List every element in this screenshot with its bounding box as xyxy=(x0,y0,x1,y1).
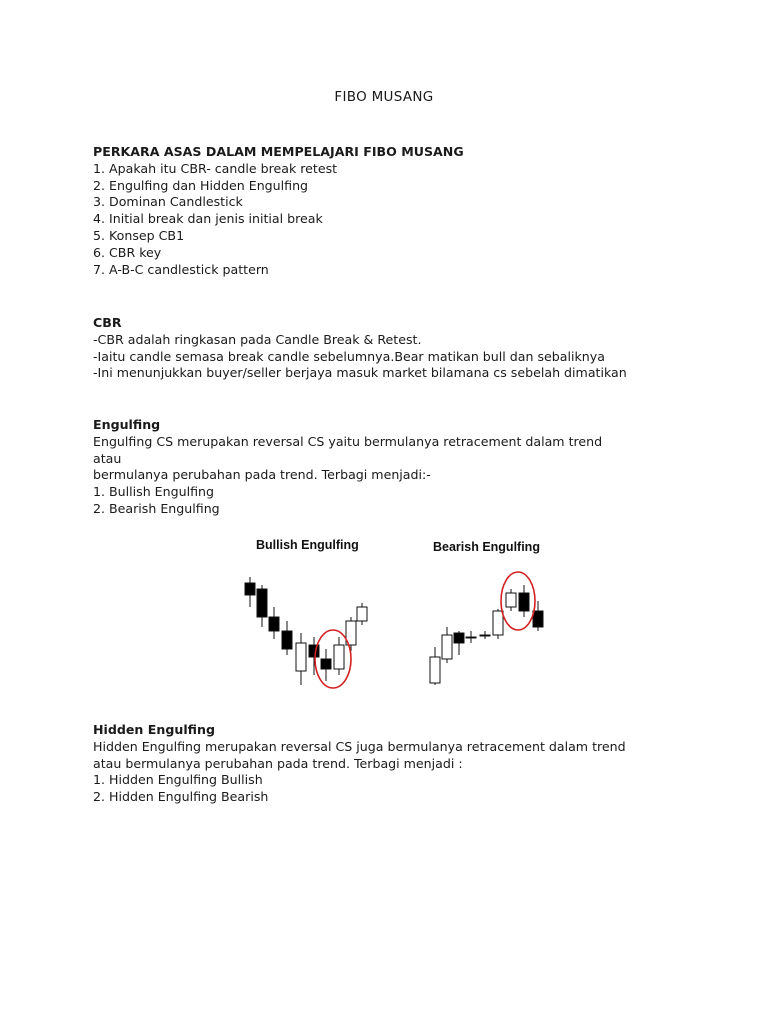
paragraph-line: -Ini menunjukkan buyer/seller berjaya masuk market bilamana cs sebelah dimatikan xyxy=(93,365,627,381)
bearish-candles xyxy=(430,585,543,685)
paragraph-line: Hidden Engulfing merupakan reversal CS juga bermulanya retracement dalam trend xyxy=(93,738,626,754)
paragraph-line: atau bermulanya perubahan pada trend. Terbagi menjadi : xyxy=(93,755,463,771)
paragraph-line: Engulfing CS merupakan reversal CS yaitu bermulanya retracement dalam trend xyxy=(93,433,603,449)
list-item: 2. Bearish Engulfing xyxy=(93,500,220,516)
bearish-candle-body xyxy=(269,617,279,631)
bullish-candle-body xyxy=(357,607,367,621)
bearish-candle-body xyxy=(321,659,331,669)
bullish-candle-body xyxy=(480,635,490,636)
bearish-engulfing-label: Bearish Engulfing xyxy=(433,540,540,554)
bullish-candles xyxy=(245,577,367,685)
bullish-candle-body xyxy=(430,657,440,683)
section-hidden-engulfing xyxy=(93,722,733,806)
section-cbr xyxy=(93,315,733,382)
list-item: 1. Bullish Engulfing xyxy=(93,484,215,500)
bullish-candle-body xyxy=(442,635,452,659)
bullish-candle-body xyxy=(466,637,476,638)
bearish-candle-body xyxy=(257,589,267,617)
list-item: 2. Engulfing dan Hidden Engulfing xyxy=(93,177,309,193)
paragraph-line: bermulanya perubahan pada trend. Terbagi menjadi:- xyxy=(93,467,431,483)
section-heading: PERKARA ASAS DALAM MEMPELAJARI FIBO MUSANG xyxy=(93,144,464,159)
bearish-candle-body xyxy=(245,583,255,595)
list-item: 5. Konsep CB1 xyxy=(93,227,185,243)
bearish-candle-body xyxy=(282,631,292,649)
bearish-candle-body xyxy=(309,645,319,657)
paragraph-line: atau xyxy=(93,450,122,466)
section-heading: Hidden Engulfing xyxy=(93,722,215,737)
bearish-candle-body xyxy=(533,611,543,627)
list-item: 3. Dominan Candlestick xyxy=(93,194,243,210)
paragraph-line: -CBR adalah ringkasan pada Candle Break & Retest. xyxy=(93,331,422,347)
candlestick-illustration xyxy=(240,535,570,695)
bearish-candle-body xyxy=(454,633,464,643)
section-heading: Engulfing xyxy=(93,417,161,432)
section-basics xyxy=(93,144,733,278)
list-item: 6. CBR key xyxy=(93,244,162,260)
bullish-candle-body xyxy=(506,593,516,607)
engulfing-figure xyxy=(240,535,570,695)
bullish-candle-body xyxy=(296,643,306,671)
bullish-candle-body xyxy=(493,611,503,635)
list-item: 1. Hidden Engulfing Bullish xyxy=(93,772,263,788)
bullish-engulfing-label: Bullish Engulfing xyxy=(256,538,359,552)
paragraph-line: -Iaitu candle semasa break candle sebelumnya.Bear matikan bull dan sebaliknya xyxy=(93,348,605,364)
bullish-highlight-circle xyxy=(315,630,351,688)
bearish-candle-body xyxy=(519,593,529,611)
section-engulfing xyxy=(93,417,733,518)
bullish-candle-body xyxy=(334,645,344,669)
page-title: FIBO MUSANG xyxy=(334,89,434,105)
list-item: 1. Apakah itu CBR- candle break retest xyxy=(93,160,338,176)
section-heading: CBR xyxy=(93,315,122,330)
list-item: 7. A-B-C candlestick pattern xyxy=(93,261,269,277)
list-item: 2. Hidden Engulfing Bearish xyxy=(93,789,269,805)
list-item: 4. Initial break dan jenis initial break xyxy=(93,211,323,227)
